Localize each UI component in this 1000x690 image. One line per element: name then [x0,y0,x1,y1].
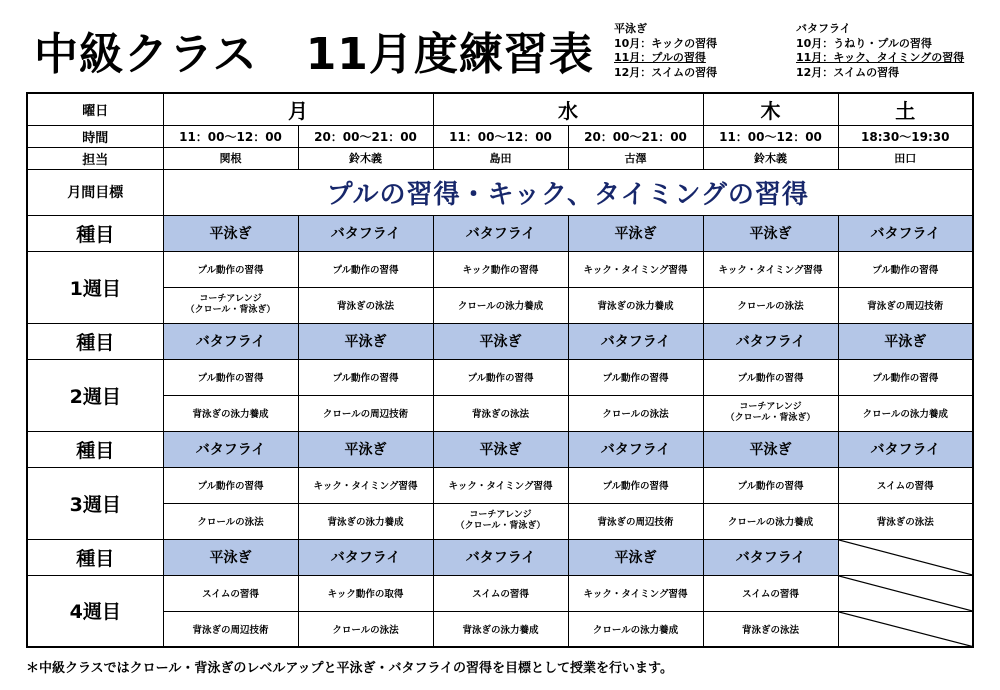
drill-cell: プル動作の習得 [703,359,838,395]
weekday-label: 曜日 [27,93,163,125]
title-month-plan: 11月度練習表 [305,29,594,80]
butterfly-heading: バタフライ [796,22,851,35]
drill-cell: プル動作の習得 [838,251,973,287]
butterfly-nov: 11月：キック、タイミングの習得 [796,51,965,64]
drill-row [27,251,973,287]
time-cell: 11：00～12：00 [703,125,838,147]
time-row [27,125,973,147]
drill-cell: キック・タイミング習得 [568,251,703,287]
drill-cell: 背泳ぎの泳力養成 [568,287,703,323]
staff-label: 担当 [27,147,163,169]
drill-cell: スイムの習得 [433,575,568,611]
drill-cell: 背泳ぎの泳法 [298,287,433,323]
breaststroke-dec: 12月：スイムの習得 [614,65,718,79]
drill-cell: コーチアレンジ （クロール・背泳ぎ） [703,395,838,431]
stroke-cell: バタフライ [163,431,298,467]
monthly-goal-row [27,169,973,215]
practice-schedule-table [26,92,974,648]
staff-cell: 関根 [163,147,298,169]
staff-cell: 鈴木義 [298,147,433,169]
stroke-label: 種目 [27,539,163,575]
drill-cell: クロールの泳法 [703,287,838,323]
drill-cell: クロールの泳力養成 [838,395,973,431]
drill-cell: 背泳ぎの周辺技術 [838,287,973,323]
stroke-cell: バタフライ [703,323,838,359]
week-label: 1週目 [27,251,163,323]
stroke-label: 種目 [27,215,163,251]
stroke-cell: バタフライ [298,539,433,575]
stroke-row [27,539,973,575]
drill-row [27,395,973,431]
drill-cell: キック・タイミング習得 [298,467,433,503]
drill-cell: スイムの習得 [838,467,973,503]
staff-cell: 古澤 [568,147,703,169]
title-class-name: 中級クラス [34,29,258,80]
drill-cell: キック動作の習得 [433,251,568,287]
breaststroke-nov: 11月：プルの習得 [614,51,706,64]
breaststroke-oct: 10月：キックの習得 [614,36,718,50]
drill-cell: クロールの泳力養成 [433,287,568,323]
drill-cell: プル動作の習得 [163,251,298,287]
stroke-cell: 平泳ぎ [298,323,433,359]
stroke-row [27,215,973,251]
slash-line [839,612,973,647]
stroke-cell: 平泳ぎ [433,323,568,359]
stroke-cell: バタフライ [568,323,703,359]
drill-cell: キック・タイミング習得 [433,467,568,503]
monthly-goal: プルの習得・キック、タイミングの習得 [163,169,973,215]
time-cell: 11：00～12：00 [433,125,568,147]
drill-cell: コーチアレンジ （クロール・背泳ぎ） [163,287,298,323]
staff-cell: 島田 [433,147,568,169]
drill-cell: クロールの泳法 [568,395,703,431]
stroke-cell: バタフライ [838,431,973,467]
drill-cell: キック・タイミング習得 [568,575,703,611]
stroke-label: 種目 [27,323,163,359]
blank-cell [838,611,973,647]
stroke-label: 種目 [27,431,163,467]
stroke-cell: 平泳ぎ [298,431,433,467]
drill-cell: 背泳ぎの周辺技術 [163,611,298,647]
butterfly-progress-notes [796,22,964,80]
stroke-cell: 平泳ぎ [433,431,568,467]
weekday-row [27,93,973,125]
stroke-cell: バタフライ [163,323,298,359]
stroke-cell: 平泳ぎ [163,539,298,575]
stroke-cell: バタフライ [838,215,973,251]
time-label: 時間 [27,125,163,147]
drill-row [27,575,973,611]
weekday-cell: 土 [838,93,973,125]
staff-cell: 鈴木義 [703,147,838,169]
weekday-cell: 月 [163,93,433,125]
drill-row [27,611,973,647]
drill-cell: プル動作の習得 [298,359,433,395]
drill-cell: プル動作の習得 [298,251,433,287]
week-label: 4週目 [27,575,163,647]
blank-cell [838,575,973,611]
footnote: ＊中級クラスではクロール・背泳ぎのレベルアップと平泳ぎ・バタフライの習得を目標として授業を行います。 [26,661,674,676]
staff-row [27,147,973,169]
butterfly-dec: 12月：スイムの習得 [796,65,900,79]
drill-cell: キック・タイミング習得 [703,251,838,287]
stroke-row [27,323,973,359]
weekday-cell: 水 [433,93,703,125]
drill-cell: クロールの泳力養成 [703,503,838,539]
stroke-cell: 平泳ぎ [703,431,838,467]
stroke-cell: 平泳ぎ [568,215,703,251]
blank-cell [838,539,973,575]
butterfly-oct: 10月：うねり・プルの習得 [796,36,932,50]
stroke-cell: バタフライ [433,539,568,575]
week-label: 2週目 [27,359,163,431]
drill-cell: プル動作の習得 [433,359,568,395]
breaststroke-heading: 平泳ぎ [614,22,647,35]
drill-cell: 背泳ぎの周辺技術 [568,503,703,539]
time-cell: 18:30～19:30 [838,125,973,147]
time-cell: 11：00～12：00 [163,125,298,147]
drill-cell: クロールの泳力養成 [568,611,703,647]
stroke-cell: 平泳ぎ [703,215,838,251]
drill-cell: 背泳ぎの泳法 [703,611,838,647]
stroke-cell: 平泳ぎ [838,323,973,359]
drill-cell: スイムの習得 [163,575,298,611]
time-cell: 20：00～21：00 [298,125,433,147]
drill-cell: キック動作の取得 [298,575,433,611]
drill-cell: プル動作の習得 [163,359,298,395]
stroke-cell: バタフライ [703,539,838,575]
drill-cell: プル動作の習得 [163,467,298,503]
drill-row [27,467,973,503]
time-cell: 20：00～21：00 [568,125,703,147]
drill-cell: クロールの泳法 [163,503,298,539]
drill-row [27,503,973,539]
drill-cell: スイムの習得 [703,575,838,611]
stroke-cell: バタフライ [298,215,433,251]
staff-cell: 田口 [838,147,973,169]
drill-cell: コーチアレンジ （クロール・背泳ぎ） [433,503,568,539]
stroke-row [27,431,973,467]
drill-row [27,287,973,323]
drill-cell: 背泳ぎの泳法 [838,503,973,539]
drill-cell: クロールの周辺技術 [298,395,433,431]
drill-cell: プル動作の習得 [568,359,703,395]
stroke-cell: バタフライ [433,215,568,251]
week-label: 3週目 [27,467,163,539]
stroke-cell: バタフライ [568,431,703,467]
drill-cell: 背泳ぎの泳力養成 [163,395,298,431]
weekday-cell: 木 [703,93,838,125]
stroke-cell: 平泳ぎ [163,215,298,251]
drill-cell: 背泳ぎの泳力養成 [298,503,433,539]
slash-line [839,576,973,611]
drill-row [27,359,973,395]
monthly-goal-label: 月間目標 [27,169,163,215]
drill-cell: 背泳ぎの泳法 [433,395,568,431]
drill-cell: プル動作の習得 [838,359,973,395]
slash-line [839,540,973,575]
drill-cell: プル動作の習得 [703,467,838,503]
drill-cell: プル動作の習得 [568,467,703,503]
page-title [34,18,594,82]
drill-cell: クロールの泳法 [298,611,433,647]
stroke-cell: 平泳ぎ [568,539,703,575]
breaststroke-progress-notes [614,22,717,80]
drill-cell: 背泳ぎの泳力養成 [433,611,568,647]
